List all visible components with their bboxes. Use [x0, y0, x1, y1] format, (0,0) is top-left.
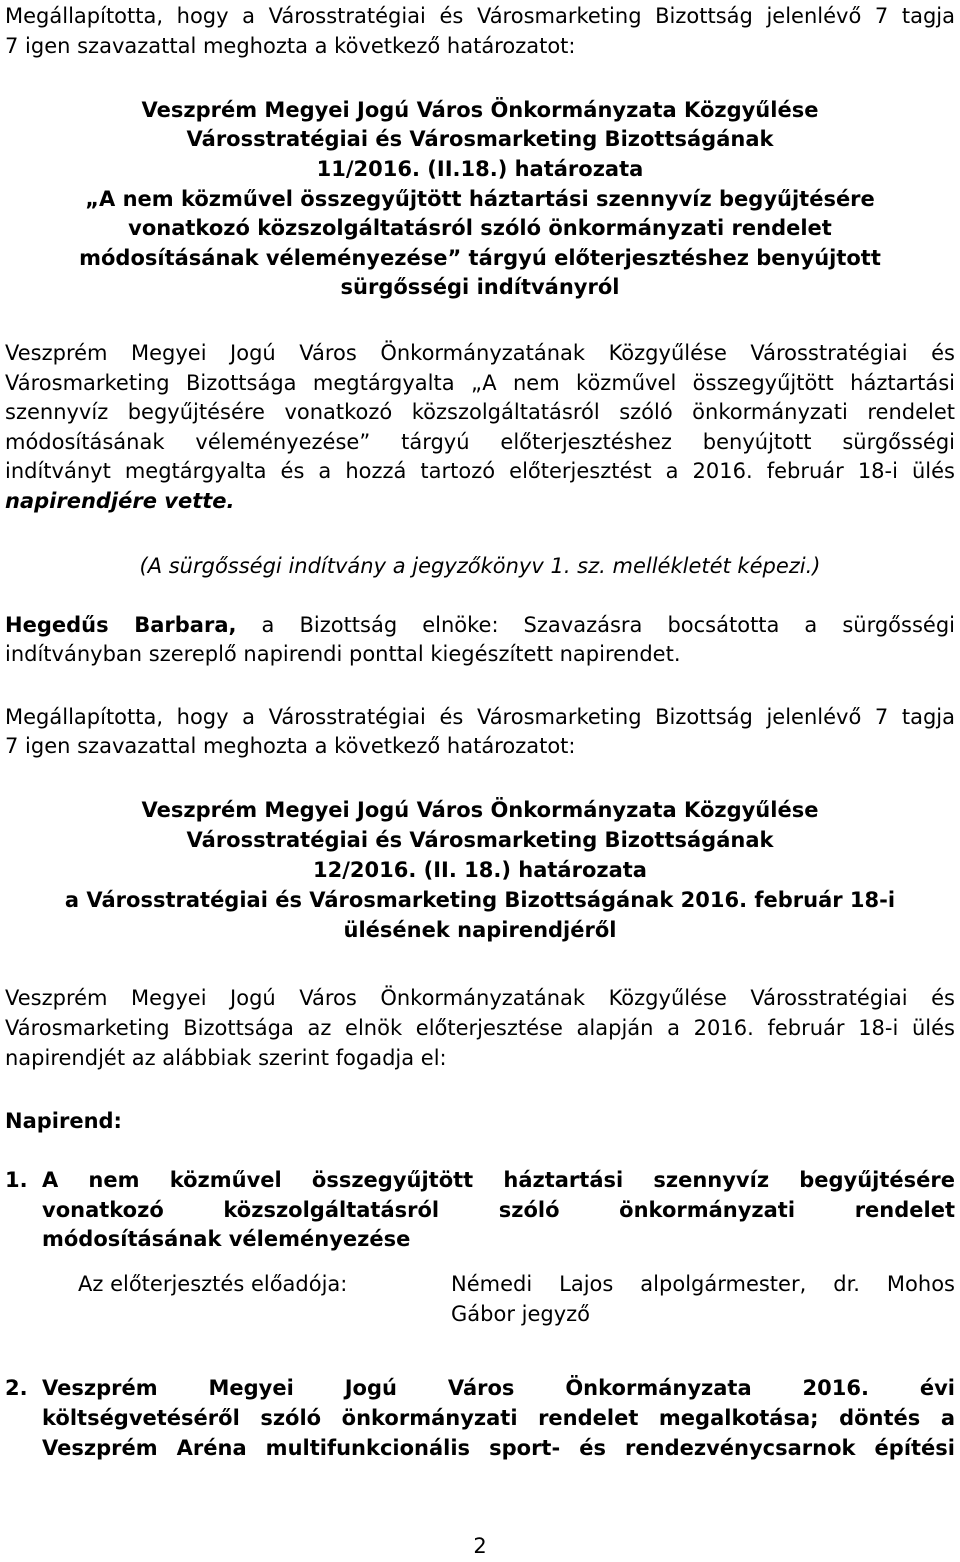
chair-line-1-rest: a Bizottság elnöke: Szavazásra bocsátotta a sürgősségi	[261, 613, 955, 637]
res1-heading-1: Veszprém Megyei Jogú Város Önkormányzata Közgyűlése	[141, 98, 819, 122]
res2-heading-4: a Városstratégiai és Városmarketing Bizottságának 2016. február 18-i	[64, 888, 896, 912]
chair-name: Hegedűs Barbara,	[5, 613, 237, 637]
res1-body-end: napirendjére vette.	[5, 489, 235, 513]
agenda-item-1-line-3: módosításának véleményezése	[42, 1227, 411, 1251]
res1-subject-3: módosításának véleményezése” tárgyú előterjesztéshez benyújtott	[79, 246, 881, 270]
presenter-line-1: Némedi Lajos alpolgármester, dr. Mohos	[451, 1272, 955, 1296]
agenda-heading: Napirend:	[5, 1109, 122, 1133]
res2-heading-3: 12/2016. (II. 18.) határozata	[313, 858, 647, 882]
res2-body-2: Városmarketing Bizottsága az elnök előterjesztése alapján a 2016. február 18-i ülés	[5, 1016, 955, 1040]
res2-body-3: napirendjét az alábbiak szerint fogadja el:	[5, 1046, 447, 1070]
chair-line-2: indítványban szereplő napirendi ponttal kiegészített napirendet.	[5, 642, 681, 666]
res1-heading-2: Városstratégiai és Városmarketing Bizottságának	[186, 127, 774, 151]
agenda-item-2-number: 2.	[5, 1376, 28, 1400]
res1-subject-1: „A nem közművel összegyűjtött háztartási szennyvíz begyűjtésére	[85, 187, 875, 211]
res1-body-1: Veszprém Megyei Jogú Város Önkormányzatának Közgyűlése Városstratégiai és	[5, 341, 955, 365]
res1-heading-3: 11/2016. (II.18.) határozata	[316, 157, 644, 181]
chair-line-1	[5, 611, 955, 641]
agenda-item-2-line-1: Veszprém Megyei Jogú Város Önkormányzata 2016. évi	[42, 1376, 955, 1400]
res1-body-2: Városmarketing Bizottsága megtárgyalta „A nem közművel összegyűjtött háztartási	[5, 371, 955, 395]
res2-heading-5: ülésének napirendjéről	[343, 918, 617, 942]
res1-body-4: módosításának véleményezése” tárgyú előterjesztéshez benyújtott sürgősségi	[5, 430, 955, 454]
agenda-item-1-line-1: A nem közművel összegyűjtött háztartási szennyvíz begyűjtésére	[42, 1168, 955, 1192]
page-number: 2	[473, 1534, 487, 1558]
agenda-item-2-line-3: Veszprém Aréna multifunkcionális sport- és rendezvénycsarnok építési	[42, 1436, 955, 1460]
presenter-label: Az előterjesztés előadója:	[78, 1272, 348, 1296]
mid-line-1: Megállapította, hogy a Városstratégiai és Városmarketing Bizottság jelenlévő 7 tagja	[5, 705, 955, 729]
res2-body-1: Veszprém Megyei Jogú Város Önkormányzatának Közgyűlése Városstratégiai és	[5, 986, 955, 1010]
annex-note: (A sürgősségi indítvány a jegyzőkönyv 1. sz. mellékletét képezi.)	[139, 554, 821, 578]
intro-line-1: Megállapította, hogy a Városstratégiai és Városmarketing Bizottság jelenlévő 7 tagja	[5, 4, 955, 28]
agenda-item-2-line-2: költségvetéséről szóló önkormányzati rendelet megalkotása; döntés a	[42, 1406, 955, 1430]
mid-line-2: 7 igen szavazattal meghozta a következő határozatot:	[5, 734, 576, 758]
res1-body-3: szennyvíz begyűjtésére vonatkozó közszolgáltatásról szóló önkormányzati rendelet	[5, 400, 955, 424]
agenda-item-1-number: 1.	[5, 1168, 28, 1192]
res2-heading-1: Veszprém Megyei Jogú Város Önkormányzata Közgyűlése	[141, 798, 819, 822]
presenter-line-2: Gábor jegyző	[451, 1302, 591, 1326]
agenda-item-1-line-2: vonatkozó közszolgáltatásról szóló önkormányzati rendelet	[42, 1198, 955, 1222]
res2-heading-2: Városstratégiai és Városmarketing Bizottságának	[186, 828, 774, 852]
res1-body-5: indítványt megtárgyalta és a hozzá tartozó előterjesztést a 2016. február 18-i ülés	[5, 459, 955, 483]
res1-subject-2: vonatkozó közszolgáltatásról szóló önkormányzati rendelet	[128, 216, 832, 240]
res1-subject-4: sürgősségi indítványról	[340, 275, 620, 299]
intro-line-2: 7 igen szavazattal meghozta a következő határozatot:	[5, 34, 576, 58]
